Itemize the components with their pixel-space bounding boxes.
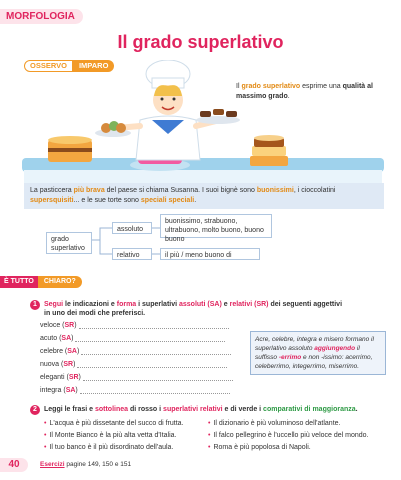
story-box <box>24 183 384 209</box>
exercise-number: 1 <box>30 300 40 310</box>
story-highlight: buonissimi <box>256 187 294 194</box>
fill-tag: SA <box>65 387 76 394</box>
story-text: . <box>194 197 197 204</box>
answer-line[interactable] <box>83 380 233 381</box>
cake-tall <box>250 135 288 166</box>
ex-text: assoluti (SA) <box>179 301 222 308</box>
ex-text: e <box>221 301 230 308</box>
pastry-chef-illustration <box>0 60 401 200</box>
fill-word: veloce <box>40 322 61 329</box>
ex-text: di rosso i <box>128 406 164 413</box>
fill-word: integra <box>40 387 62 394</box>
callout-text: . <box>287 93 290 100</box>
diagram-absolute-examples: buonissimo, strabuono, ultrabuono, molto buono, buono buono <box>160 214 272 238</box>
callout-text: esprime una <box>300 83 343 90</box>
note-box <box>250 331 386 375</box>
fill-row[interactable]: veloce (SR) <box>40 322 240 331</box>
list-item[interactable]: • L'acqua è più dissetante del succo di frutta. <box>44 420 184 427</box>
fill-tag: SR <box>63 361 74 368</box>
list-item[interactable]: • Il Monte Bianco è la più alta vetta d'Italia. <box>44 432 177 439</box>
ex-text: i superlativi <box>136 301 179 308</box>
answer-line[interactable] <box>79 328 229 329</box>
note-text: : acerrimo, celeberrimo, integerrimo, miserrimo. <box>255 354 373 370</box>
fill-tag: SA <box>61 335 72 342</box>
tab-learn: IMPARO <box>73 60 114 72</box>
fill-word: celebre <box>40 348 63 355</box>
answer-line[interactable] <box>75 341 225 342</box>
note-text: -issimo <box>321 354 342 361</box>
exercise1-instructions <box>44 300 394 318</box>
fill-word: acuto <box>40 335 58 342</box>
diagram-absolute: assoluto <box>112 222 152 234</box>
ex-text: e di verde i <box>222 406 264 413</box>
ex-text: Leggi le frasi e <box>44 406 95 413</box>
story-text: del paese si chiama Susanna. I suoi bignè sono <box>104 187 257 194</box>
note-text: e non <box>301 354 322 361</box>
story-highlight: speciali speciali <box>140 197 195 204</box>
callout-term: grado superlativo <box>241 83 301 90</box>
ex-text: superlativi relativi <box>163 406 223 413</box>
ex-text: relativi (SR) <box>229 301 269 308</box>
fill-tag: SA <box>67 348 77 355</box>
diagram-root: grado superlativo <box>46 232 92 254</box>
pastry-chef <box>116 60 220 160</box>
list-item[interactable]: • Roma è più popolosa di Napoli. <box>208 444 311 451</box>
list-item[interactable]: • Il falco pellegrino è l'uccello più veloce del mondo. <box>208 432 369 439</box>
section2-label: CHIARO? <box>38 276 82 288</box>
fill-row[interactable]: eleganti (SR) <box>40 374 240 383</box>
fill-tag: SR <box>68 374 79 381</box>
ex-text: comparativi di maggioranza <box>263 406 356 413</box>
note-text: e <box>316 336 325 343</box>
ex-text: . <box>355 406 358 413</box>
section2-tag <box>0 276 82 288</box>
sentence[interactable]: Il dizionario è più voluminoso dell'atlante. <box>213 420 341 427</box>
fill-row[interactable]: celebre (SA) <box>40 348 240 357</box>
sentence[interactable]: L'acqua è più dissetante del succo di frutta. <box>49 420 184 427</box>
list-item[interactable]: • Il dizionario è più voluminoso dell'atlante. <box>208 420 341 427</box>
section-tag: MORFOLOGIA <box>0 9 83 24</box>
fill-row[interactable]: acuto (SA) <box>40 335 240 344</box>
note-text: formano il superlativo assoluto <box>255 336 374 352</box>
exercises-link[interactable]: Esercizi <box>40 461 65 468</box>
list-item[interactable]: • Il tuo banco è il più disordinato dell'aula. <box>44 444 174 451</box>
exercise2-instructions <box>44 405 394 414</box>
sentences-right <box>208 418 398 454</box>
sentence[interactable]: Il tuo banco è il più disordinato dell'aula. <box>49 444 174 451</box>
sentences-left <box>44 418 209 454</box>
diagram-relative-examples: il più / meno buono di <box>160 248 260 260</box>
fill-word: nuova <box>40 361 60 368</box>
page-title: Il grado superlativo <box>117 32 284 52</box>
ex-text: forma <box>116 301 137 308</box>
callout-quality: qualità al massimo grado <box>236 83 373 100</box>
footer-pages: pagine 149, 150 e 151 <box>64 461 132 468</box>
tab-observe: OSSERVO <box>24 60 73 72</box>
plate-left <box>95 121 131 137</box>
story-text: , i cioccolatini <box>293 187 336 194</box>
note-highlight: aggiungendo <box>314 345 356 352</box>
cake-left <box>48 136 92 162</box>
diagram-relative: relativo <box>112 248 152 260</box>
story-text: ... e le sue torte sono <box>73 197 141 204</box>
ex-text: sottolinea <box>94 406 129 413</box>
story-highlight: più brava <box>73 187 105 194</box>
sentence[interactable]: Il Monte Bianco è la più alta vetta d'Italia. <box>49 432 177 439</box>
note-text: il suffisso <box>255 345 360 361</box>
exercise-number: 2 <box>30 405 40 415</box>
story-highlight: supersquisiti <box>30 197 74 204</box>
table-front <box>24 170 382 184</box>
answer-line[interactable] <box>80 393 230 394</box>
note-text: Acre, celebre, integra <box>255 336 317 343</box>
ex-text: dei seguenti aggettivi <box>268 301 343 308</box>
story-text: La pasticcera <box>30 187 74 194</box>
note-text: misero <box>324 336 344 343</box>
ex-text: le indicazioni e <box>63 301 117 308</box>
answer-line[interactable] <box>81 354 231 355</box>
answer-line[interactable] <box>77 367 227 368</box>
sentence[interactable]: Il falco pellegrino è l'uccello più veloce del mondo. <box>213 432 369 439</box>
definition-callout <box>236 82 376 102</box>
ex-text: Segui <box>44 301 64 308</box>
ex-text: in uno dei modi che preferisci. <box>44 310 146 317</box>
sentence[interactable]: Roma è più popolosa di Napoli. <box>213 444 311 451</box>
plate-right <box>196 109 240 124</box>
fill-tag: SR <box>64 322 75 329</box>
note-highlight: -errimo <box>278 354 302 361</box>
fill-row[interactable]: integra (SA) <box>40 387 240 396</box>
fill-row[interactable]: nuova (SR) <box>40 361 240 370</box>
section2-label: È TUTTO <box>0 276 38 288</box>
page-number: 40 <box>0 458 28 472</box>
fill-word: eleganti <box>40 374 65 381</box>
callout-text: Il <box>236 83 242 90</box>
footer-ref <box>40 461 131 468</box>
